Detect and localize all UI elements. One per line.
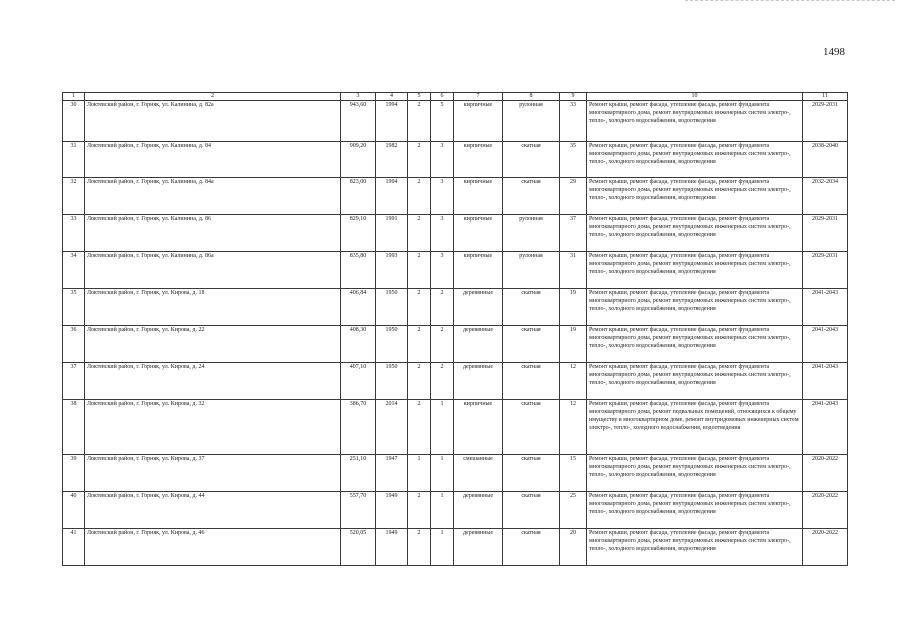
- entrances-cell: 3: [431, 215, 454, 252]
- roof-type-cell: скатная: [503, 492, 560, 529]
- table-row: [63, 492, 848, 529]
- year-cell: 1991: [376, 215, 408, 252]
- column-number: 10: [587, 93, 803, 101]
- area-cell: 408,30: [341, 326, 376, 363]
- entrances-cell: 3: [431, 178, 454, 215]
- wear-cell: 31: [560, 252, 587, 289]
- roof-type-cell: скатная: [503, 455, 560, 492]
- column-number: 7: [454, 93, 503, 101]
- column-number: 1: [63, 93, 85, 101]
- wear-cell: 15: [560, 455, 587, 492]
- row-number: 34: [63, 252, 85, 289]
- wall-material-cell: деревянные: [454, 289, 503, 326]
- works-cell: Ремонт крыши, ремонт фасада, утепление фасада, ремонт фундамента многоквартирного дома, ремонт внутридомовых инженерных систем электро-, тепло-, холодного водоснабжения, водоотведения: [587, 363, 803, 400]
- year-cell: 1982: [376, 142, 408, 178]
- wall-material-cell: кирпичные: [454, 252, 503, 289]
- address-cell: Локтевский район, г. Горняк, ул. Калинина, д. 86а: [85, 252, 341, 289]
- table-row: [63, 400, 848, 455]
- table-row: [63, 178, 848, 215]
- table-row: [63, 289, 848, 326]
- roof-type-cell: скатная: [503, 178, 560, 215]
- period-cell: 2020-2022: [803, 529, 848, 566]
- entrances-cell: 3: [431, 252, 454, 289]
- works-cell: Ремонт крыши, ремонт фасада, утепление фасада, ремонт фундамента многоквартирного дома, ремонт внутридомовых инженерных систем электро-, тепло-, холодного водоснабжения, водоотведения: [587, 215, 803, 252]
- column-number: 2: [85, 93, 341, 101]
- floors-cell: 2: [408, 400, 431, 455]
- works-cell: Ремонт крыши, ремонт фасада, утепление фасада, ремонт фундамента многоквартирного дома, ремонт внутридомовых инженерных систем электро-, тепло-, холодного водоснабжения, водоотведения: [587, 529, 803, 566]
- address-cell: Локтевский район, г. Горняк, ул. Калинина, д. 84: [85, 142, 341, 178]
- wear-cell: 25: [560, 492, 587, 529]
- period-cell: 2041-2043: [803, 400, 848, 455]
- row-number: 36: [63, 326, 85, 363]
- address-cell: Локтевский район, г. Горняк, ул. Кирова, д. 24: [85, 363, 341, 400]
- wall-material-cell: смешанные: [454, 455, 503, 492]
- period-cell: 2041-2043: [803, 289, 848, 326]
- area-cell: 943,60: [341, 101, 376, 142]
- floors-cell: 2: [408, 142, 431, 178]
- column-number: 11: [803, 93, 848, 101]
- address-cell: Локтевский район, г. Горняк, ул. Кирова, д. 44: [85, 492, 341, 529]
- works-cell: Ремонт крыши, ремонт фасада, утепление фасада, ремонт фундамента многоквартирного дома, ремонт внутридомовых инженерных систем электро-, тепло-, холодного водоснабжения, водоотведения: [587, 252, 803, 289]
- floors-cell: 2: [408, 252, 431, 289]
- period-cell: 2029-2031: [803, 101, 848, 142]
- roof-type-cell: скатная: [503, 289, 560, 326]
- area-cell: 909,20: [341, 142, 376, 178]
- year-cell: 1950: [376, 289, 408, 326]
- year-cell: 1947: [376, 455, 408, 492]
- row-number: 41: [63, 529, 85, 566]
- column-number-row: [63, 93, 848, 101]
- row-number: 31: [63, 142, 85, 178]
- wear-cell: 35: [560, 142, 587, 178]
- period-cell: 2041-2043: [803, 326, 848, 363]
- row-number: 39: [63, 455, 85, 492]
- roof-type-cell: скатная: [503, 400, 560, 455]
- address-cell: Локтевский район, г. Горняк, ул. Кирова, д. 32: [85, 400, 341, 455]
- row-number: 30: [63, 101, 85, 142]
- scan-artifact: [685, 0, 895, 4]
- works-cell: Ремонт крыши, ремонт фасада, утепление фасада, ремонт фундамента многоквартирного дома, ремонт внутридомовых инженерных систем электро-, тепло-, холодного водоснабжения, водоотведения: [587, 289, 803, 326]
- table-row: [63, 529, 848, 566]
- entrances-cell: 5: [431, 101, 454, 142]
- wear-cell: 20: [560, 529, 587, 566]
- wear-cell: 12: [560, 400, 587, 455]
- floors-cell: 2: [408, 492, 431, 529]
- column-number: 6: [431, 93, 454, 101]
- wall-material-cell: деревянные: [454, 492, 503, 529]
- row-number: 33: [63, 215, 85, 252]
- wall-material-cell: кирпичные: [454, 101, 503, 142]
- period-cell: 2029-2031: [803, 252, 848, 289]
- area-cell: 407,10: [341, 363, 376, 400]
- works-cell: Ремонт крыши, ремонт фасада, утепление фасада, ремонт фундамента многоквартирного дома, ремонт внутридомовых инженерных систем электро-, тепло-, холодного водоснабжения, водоотведения: [587, 142, 803, 178]
- year-cell: 2014: [376, 400, 408, 455]
- works-cell: Ремонт крыши, ремонт фасада, утепление фасада, ремонт фундамента многоквартирного дома, ремонт внутридомовых инженерных систем электро-, тепло-, холодного водоснабжения, водоотведения: [587, 326, 803, 363]
- column-number: 9: [560, 93, 587, 101]
- period-cell: 2041-2043: [803, 363, 848, 400]
- area-cell: 823,00: [341, 178, 376, 215]
- table-row: [63, 326, 848, 363]
- table-row: [63, 363, 848, 400]
- floors-cell: 2: [408, 363, 431, 400]
- area-cell: 835,80: [341, 252, 376, 289]
- row-number: 38: [63, 400, 85, 455]
- works-cell: Ремонт крыши, ремонт фасада, утепление фасада, ремонт фундамента многоквартирного дома, ремонт внутридомовых инженерных систем электро-, тепло-, холодного водоснабжения, водоотведения: [587, 178, 803, 215]
- year-cell: 1949: [376, 492, 408, 529]
- entrances-cell: 2: [431, 289, 454, 326]
- period-cell: 2020-2022: [803, 455, 848, 492]
- roof-type-cell: рулонная: [503, 101, 560, 142]
- page-number: 1498: [823, 46, 845, 58]
- wall-material-cell: деревянные: [454, 363, 503, 400]
- floors-cell: 2: [408, 178, 431, 215]
- works-cell: Ремонт крыши, ремонт фасада, утепление фасада, ремонт фундамента многоквартирного дома, ремонт внутридомовых инженерных систем электро-, тепло-, холодного водоснабжения, водоотведения: [587, 455, 803, 492]
- row-number: 35: [63, 289, 85, 326]
- wall-material-cell: кирпичные: [454, 400, 503, 455]
- period-cell: 2029-2031: [803, 215, 848, 252]
- address-cell: Локтевский район, г. Горняк, ул. Кирова, д. 18: [85, 289, 341, 326]
- entrances-cell: 1: [431, 492, 454, 529]
- table-row: [63, 215, 848, 252]
- address-cell: Локтевский район, г. Горняк, ул. Кирова, д. 46: [85, 529, 341, 566]
- roof-type-cell: скатная: [503, 326, 560, 363]
- column-number: 3: [341, 93, 376, 101]
- floors-cell: 2: [408, 289, 431, 326]
- wall-material-cell: деревянные: [454, 529, 503, 566]
- column-number: 5: [408, 93, 431, 101]
- wear-cell: 19: [560, 289, 587, 326]
- works-cell: Ремонт крыши, ремонт фасада, утепление фасада, ремонт фундамента многоквартирного дома, ремонт внутридомовых инженерных систем электро-, тепло-, холодного водоснабжения, водоотведения: [587, 101, 803, 142]
- wear-cell: 33: [560, 101, 587, 142]
- address-cell: Локтевский район, г. Горняк, ул. Калинина, д. 86: [85, 215, 341, 252]
- column-number: 4: [376, 93, 408, 101]
- area-cell: 406,84: [341, 289, 376, 326]
- roof-type-cell: скатная: [503, 142, 560, 178]
- year-cell: 1994: [376, 178, 408, 215]
- area-cell: 829,10: [341, 215, 376, 252]
- floors-cell: 2: [408, 101, 431, 142]
- floors-cell: 2: [408, 215, 431, 252]
- wear-cell: 12: [560, 363, 587, 400]
- wall-material-cell: кирпичные: [454, 215, 503, 252]
- column-number: 8: [503, 93, 560, 101]
- address-cell: Локтевский район, г. Горняк, ул. Кирова, д. 37: [85, 455, 341, 492]
- area-cell: 386,70: [341, 400, 376, 455]
- roof-type-cell: рулонная: [503, 215, 560, 252]
- entrances-cell: 3: [431, 142, 454, 178]
- entrances-cell: 2: [431, 326, 454, 363]
- year-cell: 1993: [376, 252, 408, 289]
- floors-cell: 2: [408, 326, 431, 363]
- table-row: [63, 455, 848, 492]
- wall-material-cell: деревянные: [454, 326, 503, 363]
- area-cell: 520,05: [341, 529, 376, 566]
- works-cell: Ремонт крыши, ремонт фасада, утепление фасада, ремонт фундамента многоквартирного дома, ремонт внутридомовых инженерных систем электро-, тепло-, холодного водоснабжения, водоотведения: [587, 492, 803, 529]
- floors-cell: 1: [408, 455, 431, 492]
- entrances-cell: 1: [431, 455, 454, 492]
- year-cell: 1994: [376, 101, 408, 142]
- housing-register-table: [62, 92, 848, 566]
- address-cell: Локтевский район, г. Горняк, ул. Кирова, д. 22: [85, 326, 341, 363]
- year-cell: 1950: [376, 326, 408, 363]
- wall-material-cell: кирпичные: [454, 142, 503, 178]
- address-cell: Локтевский район, г. Горняк, ул. Калинина, д. 84а: [85, 178, 341, 215]
- wear-cell: 19: [560, 326, 587, 363]
- roof-type-cell: скатная: [503, 529, 560, 566]
- year-cell: 1950: [376, 363, 408, 400]
- row-number: 40: [63, 492, 85, 529]
- table-row: [63, 101, 848, 142]
- table-row: [63, 252, 848, 289]
- area-cell: 557,70: [341, 492, 376, 529]
- entrances-cell: 1: [431, 400, 454, 455]
- period-cell: 2020-2022: [803, 492, 848, 529]
- entrances-cell: 2: [431, 363, 454, 400]
- table-row: [63, 142, 848, 178]
- row-number: 32: [63, 178, 85, 215]
- wear-cell: 29: [560, 178, 587, 215]
- roof-type-cell: скатная: [503, 363, 560, 400]
- area-cell: 251,10: [341, 455, 376, 492]
- wear-cell: 37: [560, 215, 587, 252]
- wall-material-cell: кирпичные: [454, 178, 503, 215]
- entrances-cell: 1: [431, 529, 454, 566]
- year-cell: 1949: [376, 529, 408, 566]
- row-number: 37: [63, 363, 85, 400]
- roof-type-cell: рулонная: [503, 252, 560, 289]
- period-cell: 2038-2040: [803, 142, 848, 178]
- address-cell: Локтевский район, г. Горняк, ул. Калинина, д. 82а: [85, 101, 341, 142]
- works-cell: Ремонт крыши, ремонт фасада, утепление фасада, ремонт фундамента многоквартирного дома, ремонт подвальных помещений, относящихся к общему имуществу в многоквартирном доме, ремонт внутридомовых инженерных систем электро-, тепло-, холодного водоснабжения, водоотведения: [587, 400, 803, 455]
- period-cell: 2032-2034: [803, 178, 848, 215]
- floors-cell: 2: [408, 529, 431, 566]
